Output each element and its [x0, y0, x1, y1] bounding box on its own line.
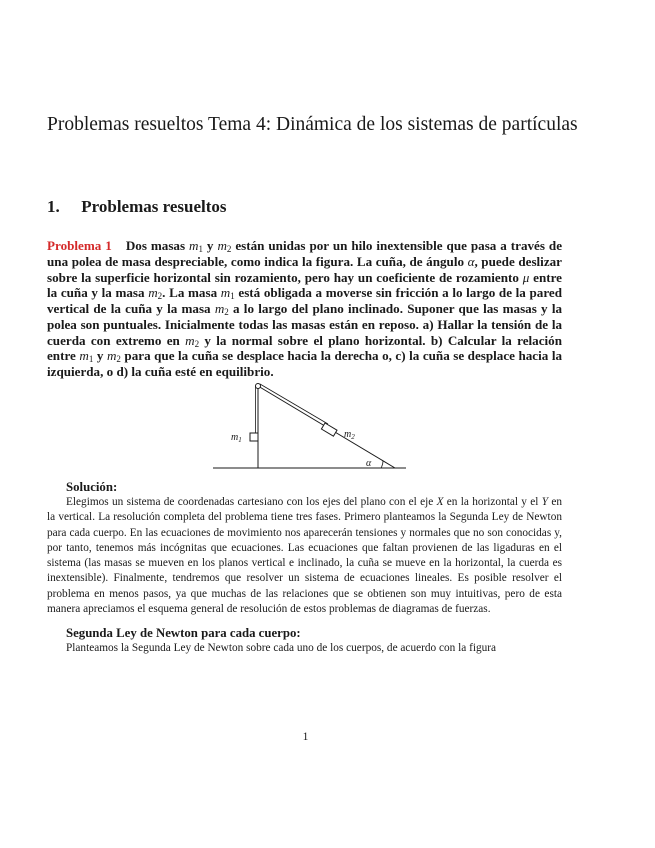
- problem-text: a lo largo del plano inclinado. Suponer que las masas y la polea son puntuales. Inicialmente todas las masas están en reposo. a) Hallar la tensión de la cuerda con extremo en: [47, 301, 563, 348]
- wedge-pulley-figure: [210, 378, 410, 474]
- solution-heading: Solución:: [66, 480, 118, 494]
- problem-label: Problema 1: [47, 238, 112, 253]
- problem-text: . La masa: [162, 285, 221, 301]
- problem-text: Dos masas: [125, 238, 190, 253]
- math-m1: $m_1$: [189, 238, 203, 254]
- document-title: Problemas resueltos Tema 4: Dinámica de los sistemas de partículas: [47, 114, 578, 135]
- solution-text: Elegimos un sistema de coordenadas cartesiano con los ejes del plano con el eje: [66, 496, 437, 508]
- problem-text: entre la cuña y la masa: [47, 269, 562, 301]
- solution-text: en la horizontal y el: [443, 496, 542, 508]
- solution-text: en la vertical. La resolución completa del problema tiene tres fases. Primero planteamos la Segunda Ley de Newton para cada cuerpo. En las ecuaciones de movimiento nos aparecerán tensiones y normales que no son conocidas y, por tanto, tenemos más incógnitas que ecuaciones. Las ecuaciones que faltan provienen de las ligaduras en el sistema (las masas se mueven en los planos vertical e inclinado, la cuña se mueve en la horizontal, la cuerda es inextensible). Finalmente, tendremos que resolver un sistema de ecuaciones lineales. Es posible resolver el problema en menos pasos, ya que muchas de las relaciones que se obtienen son muy intuitivas, pero de esta manera apreciamos el esquema general de resolución de estos problemas de diagramas de fuerzas.: [47, 496, 562, 616]
- problem-text: para que la cuña se desplace hacia la derecha o, c) la cuña se desplace hacia la izquierda, o d) la cuña esté en equilibrio.: [47, 348, 563, 379]
- math-m2: $m_2$: [214, 301, 229, 317]
- math-m1: $m_1$: [220, 285, 235, 302]
- problem-text: está obligada a moverse sin fricción a lo largo de la pared vertical de la cuña y la masa: [47, 285, 562, 316]
- math-m2: $m_2$: [217, 238, 232, 254]
- math-alpha: α: [467, 253, 475, 269]
- mass-m2-block: [321, 423, 337, 436]
- mass-m1-block: [250, 433, 258, 441]
- angle-alpha-label: α: [366, 458, 372, 469]
- mass-m2-label: $m_2$: [344, 429, 355, 441]
- pulley: [256, 384, 261, 389]
- problem-text: están unidas por un hilo inextensible que pasa a través de una polea de masa despreciable, como indica la figura. La cuña, de ángulo: [47, 238, 563, 269]
- math-mu: μ: [522, 269, 530, 285]
- mass-m1-label: $m_1$: [231, 432, 242, 444]
- problem-text: y: [202, 238, 218, 253]
- problem-statement: [47, 238, 562, 380]
- math-m2: $m_2$: [185, 332, 200, 349]
- newton-subheading: Segunda Ley de Newton para cada cuerpo:: [66, 626, 301, 640]
- math-X: X: [436, 496, 444, 508]
- problem-text: y: [93, 348, 107, 364]
- page-number: 1: [302, 731, 309, 743]
- problem-text: , puede deslizar sobre la superficie horizontal sin rozamiento, pero hay un coeficiente de rozamiento: [47, 253, 562, 285]
- section-heading: [47, 197, 227, 217]
- angle-arc: [381, 461, 383, 468]
- solution-paragraph: [47, 495, 562, 617]
- newton-paragraph: Planteamos la Segunda Ley de Newton sobre cada uno de los cuerpos, de acuerdo con la figura: [66, 642, 497, 654]
- problem-text: y la normal sobre el plano horizontal. b) Calcular la relación entre: [47, 332, 562, 364]
- math-m2: $m_2$: [148, 285, 163, 302]
- math-m2: $m_2$: [106, 348, 121, 365]
- math-Y: Y: [541, 496, 549, 508]
- rope-incline: [260, 384, 328, 424]
- section-number: 1.: [47, 197, 60, 216]
- math-m1: $m_1$: [79, 348, 94, 365]
- section-title: Problemas resueltos: [81, 197, 227, 216]
